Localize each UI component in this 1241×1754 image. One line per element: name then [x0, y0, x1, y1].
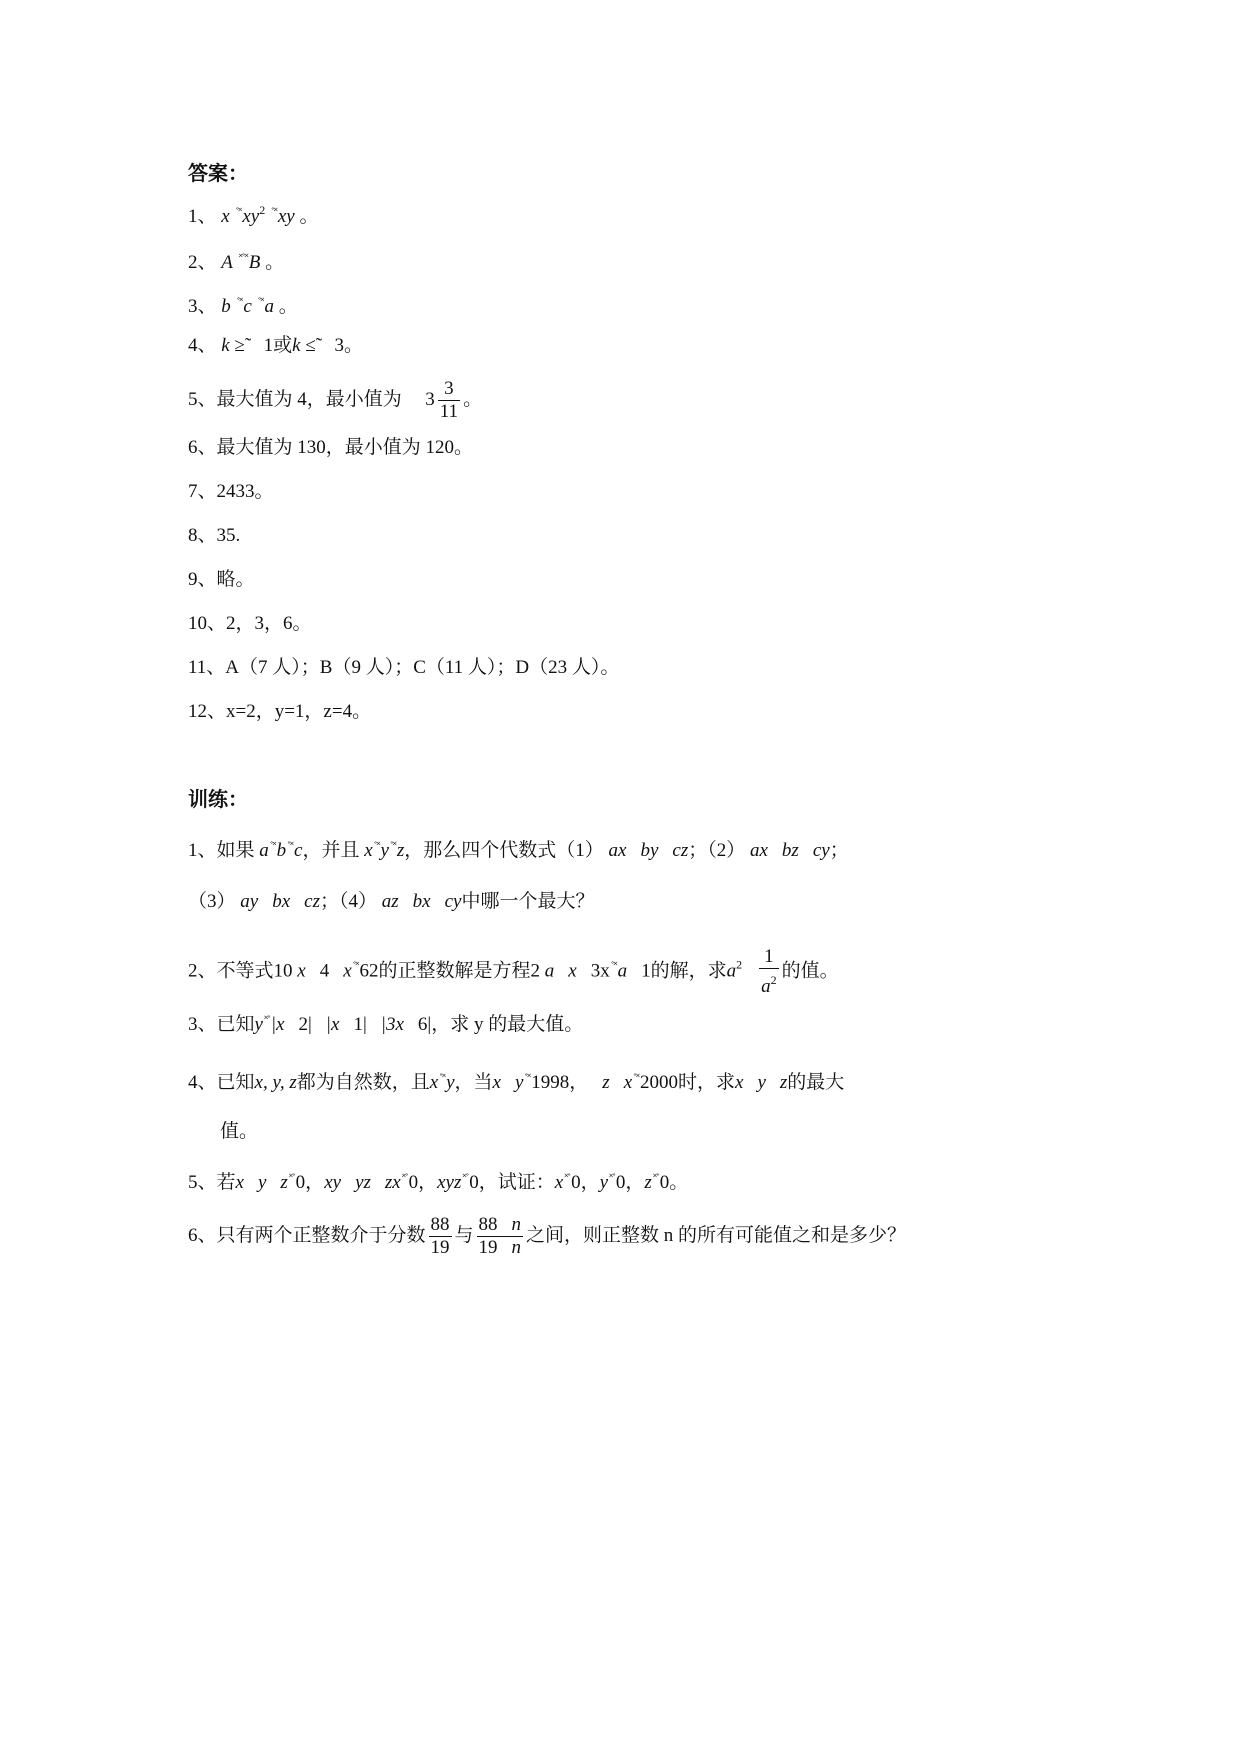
question-2: [188, 946, 839, 998]
answer-8: 8、35.: [188, 525, 241, 546]
answer-6: 6、最大值为 130，最小值为 120。: [188, 437, 474, 458]
glyph-symbol: ˚˟: [269, 840, 276, 852]
math-var: B: [248, 252, 261, 273]
answer-1: [188, 196, 318, 231]
fraction-numerator: 3: [444, 378, 454, 399]
math-term: 2|: [298, 1014, 312, 1035]
fraction: [759, 946, 779, 998]
question-text: 都为自然数，且: [296, 1072, 430, 1093]
answer-number: 2、: [188, 252, 217, 273]
math-var: y: [514, 1072, 524, 1093]
question-1-line-1: [188, 832, 849, 865]
question-text: 6、只有两个正整数介于分数: [188, 1224, 426, 1246]
question-text: 时，求: [678, 1072, 736, 1093]
fraction-1: [429, 1214, 452, 1259]
fraction-numerator: 88: [430, 1214, 450, 1235]
fraction-denominator: [759, 968, 779, 998]
math-number: 10: [273, 960, 293, 982]
math-var: a: [264, 296, 274, 317]
answer-number: 3、: [188, 296, 217, 317]
question-text: ；: [829, 840, 849, 861]
answer-4: [188, 332, 363, 360]
math-var: xy: [242, 206, 260, 227]
question-text: 的正整数解是方程: [378, 960, 531, 982]
question-5: [188, 1164, 688, 1197]
superscript: 2: [259, 203, 266, 217]
question-text: 3、已知: [188, 1014, 255, 1035]
question-4: [188, 1064, 844, 1097]
glyph-symbol: ˚˟: [257, 296, 264, 308]
glyph-symbol: ˟˚: [652, 1172, 659, 1184]
math-term: yz: [355, 1172, 371, 1193]
answers-heading: 答案：: [188, 163, 248, 185]
fraction: [438, 378, 460, 423]
answer-5: [188, 378, 482, 423]
math-var: z: [602, 1072, 610, 1093]
math-number: 0，: [615, 1172, 645, 1193]
math-var: z: [779, 1072, 788, 1093]
math-term: |3x: [380, 1014, 404, 1035]
math-var: n: [511, 1214, 522, 1235]
answer-10: 10、2，3，6。: [188, 613, 312, 634]
question-text: ，当: [454, 1072, 493, 1093]
math-number: 2000: [640, 1072, 678, 1093]
math-var: b: [221, 296, 231, 317]
math-number: 3: [334, 335, 345, 356]
answer-7: 7、2433。: [188, 481, 274, 502]
glyph-symbol: ˟˚: [401, 1172, 408, 1184]
question-text: 5、若: [188, 1172, 236, 1193]
question-text: ，那么四个代数式（1）: [404, 840, 604, 861]
glyph-symbol: ˟˚: [288, 1172, 295, 1184]
fraction-numerator: [477, 1214, 524, 1236]
math-term: xy: [324, 1172, 342, 1193]
question-text: 1、如果: [188, 840, 255, 861]
glyph-symbol: ˟˚: [263, 1014, 270, 1026]
math-var: x: [492, 1072, 501, 1093]
math-term: ax: [749, 840, 768, 861]
math-var: x: [343, 960, 352, 982]
question-text: 中哪一个最大？: [461, 891, 595, 912]
math-number: 0，: [571, 1172, 600, 1193]
math-term: xyz: [437, 1172, 462, 1193]
answer-11: 11、A（7 人）；B（9 人）；C（11 人）；D（23 人）。: [188, 657, 620, 678]
end-mark: 。: [299, 206, 319, 227]
glyph-symbol: ˟˚: [609, 1172, 615, 1184]
glyph-symbol: ˚˟: [373, 840, 380, 852]
math-var: x: [221, 206, 230, 227]
question-4-continued: 值。: [220, 1121, 259, 1142]
math-number: 1998，: [531, 1072, 589, 1093]
glyph-symbol: ˚˟: [235, 206, 242, 218]
glyph-symbol: ˟˚: [564, 1172, 571, 1184]
answer-2: [188, 244, 284, 277]
math-var: a: [761, 976, 771, 997]
end-mark: 。: [463, 388, 483, 410]
answer-number: 4、: [188, 335, 217, 356]
answer-text: 5、最大值为 4，最小值为: [188, 388, 402, 410]
math-var: n: [511, 1237, 522, 1258]
math-var: c: [243, 296, 252, 317]
end-mark: 。: [265, 252, 285, 273]
fraction-denominator: [477, 1236, 524, 1259]
connector-text: 或: [273, 335, 293, 356]
end-mark: 。: [344, 335, 364, 356]
math-number: 0，: [408, 1172, 438, 1193]
question-text: 的值。: [781, 960, 839, 982]
math-var: y: [757, 1072, 766, 1093]
math-var: y: [446, 1072, 455, 1093]
fraction-denominator: 19: [430, 1237, 450, 1258]
fraction-numerator: 1: [764, 946, 774, 967]
mixed-number-whole: 3: [425, 388, 435, 410]
math-term: cz: [672, 840, 689, 861]
answer-9: 9、略。: [188, 569, 255, 590]
fraction-denominator: 11: [439, 401, 459, 422]
answer-number: 1、: [188, 206, 217, 227]
superscript: 2: [736, 957, 743, 972]
math-var: y: [380, 840, 389, 861]
math-term: cy: [812, 840, 830, 861]
question-1-line-2: [188, 888, 594, 916]
math-term: cy: [444, 891, 462, 912]
math-var: z: [644, 1172, 652, 1193]
math-var: z: [396, 840, 405, 861]
glyph-symbol: ˚˟: [389, 840, 396, 852]
question-3: [188, 1006, 583, 1039]
math-var: x: [235, 1172, 244, 1193]
glyph-symbol: ˚˟: [524, 1072, 531, 1084]
math-term: az: [381, 891, 399, 912]
math-term: |x: [270, 1014, 285, 1035]
math-term: |x: [325, 1014, 340, 1035]
question-text: ，求 y 的最大值。: [431, 1014, 584, 1035]
glyph-symbol: ˚˟: [439, 1072, 446, 1084]
question-text: 0，试证：: [469, 1172, 555, 1193]
math-var: y: [257, 1172, 267, 1193]
math-term: bz: [781, 840, 799, 861]
question-text: ，并且: [302, 840, 360, 861]
math-var: x: [297, 960, 306, 982]
math-var: y: [599, 1172, 609, 1193]
glyph-symbol: ˚˟: [270, 206, 277, 218]
question-text: 的最大: [787, 1072, 845, 1093]
math-var: b: [276, 840, 287, 861]
math-var: x: [623, 1072, 633, 1093]
glyph-symbol: ˚˟: [633, 1072, 639, 1084]
math-number: 4: [319, 960, 330, 982]
question-text: 4、已知: [188, 1072, 255, 1093]
glyph-symbol: ˟˚: [462, 1172, 469, 1184]
math-var: A: [221, 252, 233, 273]
glyph-symbol: ˟˚˟: [238, 252, 248, 264]
glyph-symbol: ˚˟: [287, 840, 294, 852]
math-term: 1|: [353, 1014, 367, 1035]
question-text: ；（4）: [319, 891, 377, 912]
math-number: 88: [478, 1214, 498, 1235]
answer-12: 12、x=2，y=1，z=4。: [188, 701, 372, 722]
math-var: c: [294, 840, 303, 861]
math-operator: ≥̃: [234, 335, 245, 356]
math-term: bx: [412, 891, 431, 912]
answer-3: [188, 288, 298, 321]
math-term: bx: [272, 891, 291, 912]
superscript: 2: [770, 973, 777, 987]
math-var: k: [292, 335, 301, 356]
math-number: 19: [478, 1237, 498, 1258]
math-term: ax: [608, 840, 627, 861]
math-term: 6|: [417, 1014, 432, 1035]
question-text: 与: [454, 1224, 474, 1246]
question-text: 2、不等式: [188, 960, 274, 982]
math-number: 0，: [295, 1172, 325, 1193]
question-text: 之间，则正整数 n 的所有可能值之和是多少？: [526, 1224, 907, 1246]
glyph-symbol: ˚˟: [610, 960, 617, 973]
fraction-2: [477, 1214, 524, 1259]
math-var: x: [364, 840, 373, 861]
math-var: x: [735, 1072, 744, 1093]
math-number: 1: [263, 335, 274, 356]
math-var: x: [554, 1172, 564, 1193]
question-text: （3）: [188, 891, 236, 912]
question-text: ；（2）: [688, 840, 746, 861]
math-var: xy: [277, 206, 295, 227]
glyph-symbol: ˚˟: [236, 296, 243, 308]
math-operator: ≤̃: [305, 335, 316, 356]
math-var: x: [429, 1072, 439, 1093]
glyph-symbol: ˚˟: [352, 960, 359, 973]
math-var: a: [544, 960, 555, 982]
math-term: zx: [384, 1172, 401, 1193]
training-heading: 训练：: [188, 789, 248, 811]
math-number: 0。: [659, 1172, 689, 1193]
math-number: 2: [530, 960, 541, 982]
math-number: 62: [359, 960, 379, 982]
math-var: x: [568, 960, 577, 982]
math-var: a: [259, 840, 269, 861]
math-var-list: x, y, z: [254, 1072, 297, 1093]
math-term: ay: [240, 891, 259, 912]
math-var: a: [617, 960, 628, 982]
math-var: k: [221, 335, 230, 356]
math-var: a: [726, 960, 737, 982]
math-number: 1: [641, 960, 651, 982]
math-var: z: [280, 1172, 288, 1193]
end-mark: 。: [278, 296, 298, 317]
math-term: cz: [304, 891, 320, 912]
question-text: 的解，求: [650, 960, 727, 982]
math-term: by: [640, 840, 659, 861]
question-6: [188, 1214, 906, 1259]
math-var: y: [254, 1014, 263, 1035]
math-term: 3x: [590, 960, 610, 982]
